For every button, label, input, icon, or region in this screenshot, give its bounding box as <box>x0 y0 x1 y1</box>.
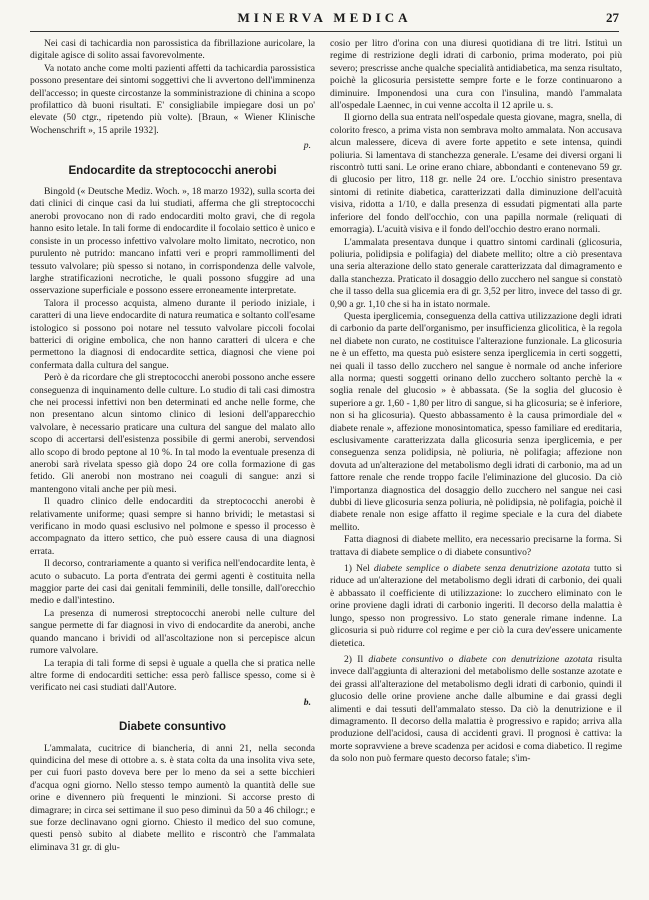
paragraph: La terapia di tali forme di sepsi è uguale a quella che si pratica nelle altre forme di endocarditi settiche: essa però fallisce spesso, come si è verificato nei casi studiati dall'Autore. <box>30 657 315 694</box>
numbered-paragraph <box>330 654 622 766</box>
paragraph: cosio per litro d'orina con una diuresi quotidiana di tre litri. Istituì un regime di restrizione degli idrati di carbonio, prima moderato, poi più severo; prescrisse anche qualche specialità antidiabetica, ma senza risultato, poichè la glicosuria persistette sempre forte e le forze continuarono a diminuire. Imponendosi una cura con l'insulina, mandò l'ammalata all'ospedale Laennec, in cui venne accolta il 12 aprile u. s. <box>330 38 622 112</box>
item-text: tutto si riduce ad un'alterazione del metabolismo degli idrati di carbonio, dei quali è abbassato il coefficiente di utilizzazione: lo zucchero eliminato con le orine proviene dagli idrati di carbonio ingeriti. Il decorso della malattia è lungo, spesso non progressivo. Lo stato generale rimane indenne. La glicosuria si può ridurre col regime e per ciò la cura dev'essere unicamente dietetica. <box>330 563 623 649</box>
article-signature: b. <box>303 696 311 708</box>
paragraph: Nei casi di tachicardia non parossistica da fibrillazione auricolare, la digitale agisce di solito assai favorevolmente. <box>30 38 315 62</box>
numbered-paragraph <box>330 563 622 650</box>
section-heading: Endocardite da streptococchi anerobi <box>68 163 277 177</box>
paragraph: La presenza di numerosi streptococchi anerobi nelle culture del sangue permette di far diagnosi in vivo di endocardite da anerobi, anche quando mancano i brividi od all'ascoltazione non si percepisce alcun rumore valvolare. <box>30 607 315 657</box>
paragraph: Fatta diagnosi di diabete mellito, era necessario precisarne la forma. Si trattava di diabete semplice o di diabete consuntivo? <box>330 534 622 558</box>
item-term: diabete consuntivo o diabete con denutrizione azotata <box>368 653 593 665</box>
paragraph: Il giorno della sua entrata nell'ospedale questa giovane, magra, snella, di colorito fresco, a prima vista non sembrava molto ammalata. Non accusava alcun malessere, diceva di avere forte appetito e sete intensa, quindi poliuria. Si lamentava di stanchezza generale. L'esame dei diversi organi li riscontrò tutti sani. Le orine erano chiare, abbondanti e contenevano 59 gr. di glucosio per litro, 118 gr. nelle 24 ore. L'occhio sinistro presentava sintomi di retinite diabetica, caratterizzati dalla diminuzione dell'acuità visiva, ridotta a 1/10, e dalla presenza di essudati pigmentati alla parte inferiore del fondo dell'occhio, con una papilla normale (reliquati di emorragia). L'acuità visiva e il fondo dell'occhio destro erano normali. <box>330 112 622 236</box>
item-number: 1) <box>344 563 352 575</box>
section-heading: Diabete consuntivo <box>119 720 226 734</box>
item-text: risulta invece dall'aggiunta di alterazioni del metabolismo delle sostanze azotate e dei grassi all'alterazione del metabolismo degli idrati di carbonio, quindi il glucosio delle orine proviene anche dalle albumine e dai grassi degli alimenti e dai tessuti dell'ammalato stesso. Da ciò la denutrizione e il dimagramento. Il decorso della malattia è progressivo e rapido; arriva alla produzione dell'acidosi, causa di accidenti gravi. Il prognosi è cattiva: la morte sopravviene a breve scadenza per acidosi e coma diabetico. Il regime da solo non può fermare questo decorso fatale; s'im- <box>330 653 622 765</box>
left-column <box>30 38 315 854</box>
item-term: diabete semplice o diabete senza denutrizione azotata <box>373 563 591 575</box>
paragraph: Questa iperglicemia, conseguenza della cattiva utilizzazione degli idrati di carbonio da parte dell'organismo, per insufficienza glicolitica, è la regola nel diabete non curato, ne costituisce l'alterazione funzionale. La glicosuria ne è un effetto, ma questa può esistere senza iperglicemia in certi soggetti, nei quali il tasso dello zucchero nel sangue è normale od anche inferiore alla norma; questi soggetti orinano dello zucchero soltanto perchè la « soglia renale del glucosio » è abbassata. (Se la soglia del glucosio è superiore a gr. 1,60 - 1,80 per litro di sangue, si ha glicosuria; se è inferiore, non si ha glicosuria). Questo abbassamento è la causa primordiale del « diabete renale », affezione monosintomatica, spesso familiare ed ereditaria, esclusivamente caratterizzata dalla glicosuria senza iperglicemia, e per conseguenza senza polidipsia, nè poliuria, nè polifagia; affezione non dovuta ad un'alterazione del metabolismo degli idrati di carbonio, ma ad un fattore renale che rende troppo facile l'eliminazione del glucosio. Da ciò l'importanza diagnostica del dosaggio dello zucchero nel sangue nei casi dubbi di lieve glicosuria senza poliuria, nè polidipsia, nè polifagia, poichè il diabete renale non esige affatto il regime speciale e la cura del diabete mellito. <box>330 310 622 533</box>
article-signature: p. <box>303 140 311 152</box>
paragraph: Va notato anche come molti pazienti affetti da tachicardia parossistica possono presentare dei sintomi soggettivi che li avvertono dell'imminenza dell'accesso; in queste circostanze la somministrazione di chinina a scopo profilattico dà buoni risultati. E' consigliabile impiegare dosi un po' elevate (50 ctgr., ripetendo più volte). [Braun, « Wiener Klinische Wochenschrift », 15 aprile 1932]. <box>30 62 315 136</box>
paragraph: Però è da ricordare che gli streptococchi anerobi possono anche essere conseguenza di inquinamento delle culture. Lo studio di tali casi dimostra che nei processi infettivi non ben determinati ed anche nelle forme, che non presentano alcun sintomo clinico di lesioni dell'apparecchio valvolare, è necessario praticare una cultura del sangue del malato allo scopo di accertarsi dell'esistenza possibile di germi anerobi, servendosi allo scopo di brodo peptone al 10 %. In tal modo la eventuale presenza di anerobi sarà rivelata spesso già dopo 24 ore colla formazione di gas fetido. Gli anerobi non mostrano nei coaguli di sangue: anzi si mantengono vitali anche per più mesi. <box>30 372 315 495</box>
item-lead: Nel <box>355 563 370 575</box>
page-header <box>30 8 619 30</box>
item-number: 2) <box>344 653 352 665</box>
paragraph: Bingold (« Deutsche Mediz. Woch. », 18 marzo 1932), sulla scorta dei dati clinici di cinque casi da lui studiati, afferma che gli streptococchi anerobi provocano non di rado endocarditi molto gravi, che di regola hanno esito letale. In tali forme di endocardite il focolaio settico è unico e consiste in un processo infettivo valvolare molto limitato, necrotico, non purulento nè putrido: mancano infatti veri e propri rammollimenti del tessuto valvolare; più spesso si notano, in corrispondenza delle valvole, larghe stratificazioni necrotiche, le quali possono sfuggire ad una osservazione superficiale e possono essere erroneamente interpretate. <box>30 186 315 297</box>
right-column <box>330 38 622 766</box>
paragraph: Il quadro clinico delle endocarditi da streptococchi anerobi è relativamente uniforme; quasi sempre si hanno brividi; le metastasi si verificano in modo quasi esclusivo nel polmone e spesso il processo è accompagnato da ittero settico, che può essere causa di una diagnosi errata. <box>30 496 315 557</box>
journal-title: MINERVA MEDICA <box>237 10 412 25</box>
paragraph: L'ammalata, cucitrice di biancheria, di anni 21, nella seconda quindicina del mese di ottobre a. s. è stata colta da una insolita viva sete, per cui fuori pasto doveva bere per lo meno da sei a sette bicchieri d'acqua ogni giorno. Nello stesso tempo aumentò la quantità delle sue orine e divennero più frequenti le minzioni. Si accorse presto di dimagrare; in circa sei settimane il suo peso diminuì da 50 a 46 chilogr.; e sue forze declinavano ogni giorno. Chiesto il medico del suo comune, questi pensò subito al diabete mellito e riscontrò che l'ammalata eliminava 31 gr. di glu- <box>30 742 315 853</box>
paragraph: L'ammalata presentava dunque i quattro sintomi cardinali (glicosuria, poliuria, polidipsia e polifagia) del diabete mellito; oltre a ciò presentava una seria alterazione dello stato generale caratterizzata dal dimagramento e dalla stanchezza. Praticato il dosaggio dello zucchero nel sangue si constatò che il tasso della sua glicemia era di gr. 3,52 per litro, invece del tasso di gr. 0,90 a gr. 1,10 che si ha in istato normale. <box>330 236 622 310</box>
header-rule <box>30 31 619 32</box>
item-lead: Il <box>357 653 364 665</box>
page-number: 27 <box>606 10 619 25</box>
paragraph: Il decorso, contrariamente a quanto si verifica nell'endocardite lenta, è acuto o subacuto. La porta d'entrata dei germi agenti è costituita nella maggior parte dei casi dai genitali femminili, delle tonsille, dall'orecchio medio e dall'intestino. <box>30 558 315 607</box>
paragraph: Talora il processo acquista, almeno durante il periodo iniziale, i caratteri di una lieve endocardite di natura reumatica e soltanto coll'esame istologico si possono poi notare nel tessuto valvolare piccoli focolai batterici di origine embolica, che non hanno caratteri di ulcera e che permettono la diagnosi di endocardite settica, diagnosi che viene poi confermata dalla cultura del sangue. <box>30 297 315 371</box>
